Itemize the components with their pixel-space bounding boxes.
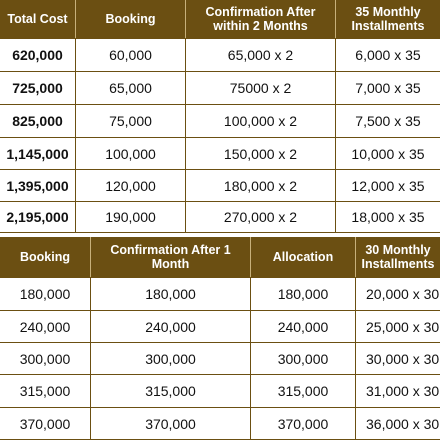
- table-row: [0, 374, 440, 407]
- installments-cell: 30,000 x 30: [355, 342, 440, 374]
- table-row: [0, 104, 440, 137]
- header-allocation: Allocation: [250, 237, 355, 277]
- booking-cell: 65,000: [75, 71, 185, 104]
- booking-cell: 240,000: [0, 310, 90, 342]
- booking-cell: 100,000: [75, 137, 185, 169]
- confirmation-cell: 240,000: [90, 310, 250, 342]
- header-booking: Booking: [20, 249, 70, 264]
- confirmation-cell: 75000 x 2: [185, 71, 335, 104]
- confirmation-cell: 150,000 x 2: [185, 137, 335, 169]
- total-cost-cell: 725,000: [0, 71, 75, 104]
- allocation-cell: 315,000: [250, 374, 355, 407]
- booking-cell: 75,000: [75, 104, 185, 137]
- installments-cell: 20,000 x 30: [355, 277, 440, 310]
- installments-cell: 7,500 x 35: [335, 104, 440, 137]
- booking-cell: 120,000: [75, 169, 185, 201]
- booking-cell: 370,000: [0, 407, 90, 440]
- total-cost-cell: 825,000: [0, 104, 75, 137]
- table-row: [0, 38, 440, 71]
- table-row: [0, 137, 440, 169]
- header-confirmation: Confirmation After 1 Month: [90, 237, 250, 277]
- allocation-cell: 180,000: [250, 277, 355, 310]
- installments-cell: 18,000 x 35: [335, 201, 440, 233]
- confirmation-cell: 65,000 x 2: [185, 38, 335, 71]
- booking-cell: 180,000: [0, 277, 90, 310]
- table-row: [0, 201, 440, 233]
- allocation-cell: 240,000: [250, 310, 355, 342]
- confirmation-cell: 315,000: [90, 374, 250, 407]
- installments-cell: 12,000 x 35: [335, 169, 440, 201]
- allocation-cell: 300,000: [250, 342, 355, 374]
- table-row: [0, 310, 440, 342]
- confirmation-cell: 370,000: [90, 407, 250, 440]
- table-row: [0, 342, 440, 374]
- table-row: [0, 71, 440, 104]
- header-booking: Booking: [75, 0, 185, 38]
- header-confirmation: Confirmation After within 2 Months: [185, 0, 335, 38]
- booking-cell: 300,000: [0, 342, 90, 374]
- booking-cell: 60,000: [75, 38, 185, 71]
- total-cost-cell: 2,195,000: [0, 201, 75, 233]
- table-row: [0, 407, 440, 440]
- installments-cell: 10,000 x 35: [335, 137, 440, 169]
- allocation-cell: 370,000: [250, 407, 355, 440]
- installments-cell: 6,000 x 35: [335, 38, 440, 71]
- confirmation-cell: 270,000 x 2: [185, 201, 335, 233]
- confirmation-cell: 300,000: [90, 342, 250, 374]
- total-cost-cell: 620,000: [0, 38, 75, 71]
- installments-cell: 25,000 x 30: [355, 310, 440, 342]
- table-row: [0, 277, 440, 310]
- table-header-row: [0, 237, 440, 277]
- installments-cell: 31,000 x 30: [355, 374, 440, 407]
- booking-cell: 190,000: [75, 201, 185, 233]
- table-row: [0, 169, 440, 201]
- payment-plan-table-2: [0, 237, 440, 440]
- confirmation-cell: 100,000 x 2: [185, 104, 335, 137]
- header-installments: 30 Monthly Installments: [355, 237, 440, 277]
- total-cost-cell: 1,395,000: [0, 169, 75, 201]
- installments-cell: 7,000 x 35: [335, 71, 440, 104]
- booking-cell: 315,000: [0, 374, 90, 407]
- installments-cell: 36,000 x 30: [355, 407, 440, 440]
- table-header-row: [0, 0, 440, 38]
- header-total-cost: Total Cost: [7, 11, 68, 26]
- confirmation-cell: 180,000 x 2: [185, 169, 335, 201]
- total-cost-cell: 1,145,000: [0, 137, 75, 169]
- header-installments: 35 Monthly Installments: [335, 0, 440, 38]
- confirmation-cell: 180,000: [90, 277, 250, 310]
